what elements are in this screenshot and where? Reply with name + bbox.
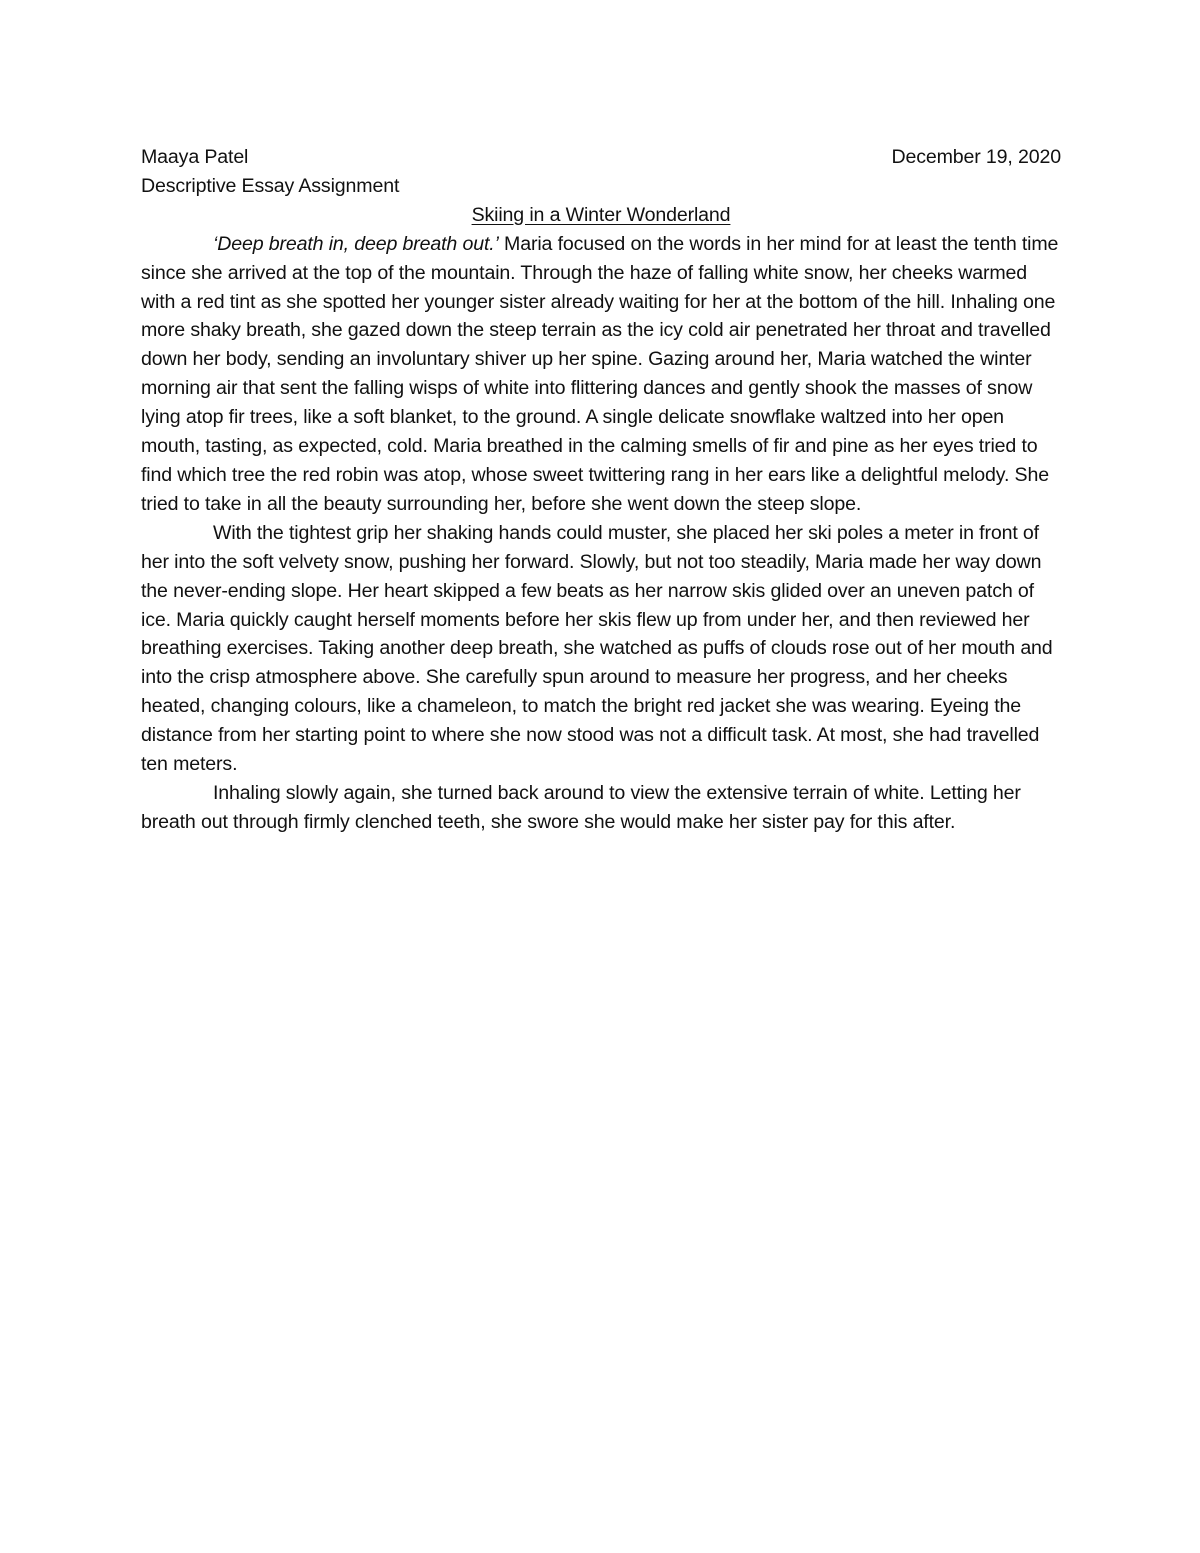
- paragraph-1-text: Maria focused on the words in her mind for at least the tenth time since she arrived at the top of the mountain. Through the haze of falling white snow, her cheeks warmed with a red tint as she spotted her younger sister already waiting for her at the bottom of the hill. Inhaling one more shaky breath, she gazed down the steep terrain as the icy cold air penetrated her throat and travelled down her body, sending an involuntary shiver up her spine. Gazing around her, Maria watched the winter morning air that sent the falling wisps of white into flittering dances and gently shook the masses of snow lying atop fir trees, like a soft blanket, to the ground. A single delicate snowflake waltzed into her open mouth, tasting, as expected, cold. Maria breathed in the calming smells of fir and pine as her eyes tried to find which tree the red robin was atop, whose sweet twittering rang in her ears like a delightful melody. She tried to take in all the beauty surrounding her, before she went down the steep slope.: [141, 232, 1059, 515]
- assignment-title: Descriptive Essay Assignment: [141, 174, 400, 197]
- essay-title: Skiing in a Winter Wonderland: [471, 203, 731, 226]
- document-date: December 19, 2020: [891, 146, 1061, 168]
- author-name: Maaya Patel: [141, 146, 249, 168]
- header-row: [141, 143, 1061, 172]
- document-body: [141, 143, 1061, 837]
- opening-quote: ‘Deep breath in, deep breath out.’: [213, 232, 499, 255]
- essay-paragraph-2: With the tightest grip her shaking hands could muster, she placed her ski poles a meter in front of her into the soft velvety snow, pushing her forward. Slowly, but not too steadily, Maria made her way down the never-ending slope. Her heart skipped a few beats as her narrow skis glided over an uneven patch of ice. Maria quickly caught herself moments before her skis flew up from under her, and then reviewed her breathing exercises. Taking another deep breath, she watched as puffs of clouds rose out of her mouth and into the crisp atmosphere above. She carefully spun around to measure her progress, and her cheeks heated, changing colours, like a chameleon, to match the bright red jacket she was wearing. Eyeing the distance from her starting point to where she now stood was not a difficult task. At most, she had travelled ten meters.: [141, 521, 1053, 776]
- essay-paragraph-1: [141, 230, 1061, 519]
- essay-title-wrapper: [141, 201, 1061, 230]
- essay-paragraph-3: Inhaling slowly again, she turned back around to view the extensive terrain of white. Letting her breath out through firmly clenched teeth, she swore she would make her sister pay for this after.: [141, 781, 1021, 833]
